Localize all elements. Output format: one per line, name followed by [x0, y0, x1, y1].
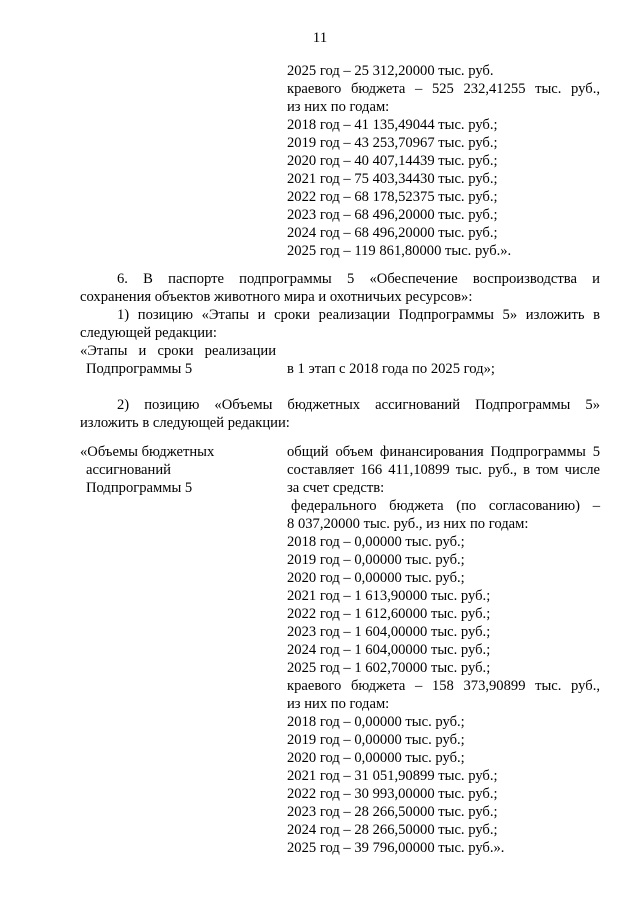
- top-line: 2025 год – 25 312,20000 тыс. руб.: [287, 63, 494, 79]
- budget-value-line: 2019 год – 0,00000 тыс. руб.;: [287, 732, 465, 748]
- budget-value-line: 8 037,20000 тыс. руб., из них по годам:: [287, 516, 529, 532]
- budget-value-line: 2024 год – 28 266,50000 тыс. руб.;: [287, 822, 498, 838]
- top-budget-block: [287, 62, 600, 260]
- stages-value: в 1 этап с 2018 года по 2025 год»;: [287, 361, 495, 377]
- budget-value: [287, 443, 600, 857]
- item1-line2: следующей редакции:: [80, 325, 217, 341]
- item2-line1: 2) позицию «Объемы бюджетных ассигнований Подпрограммы 5»: [117, 397, 600, 413]
- item1-line1: 1) позицию «Этапы и сроки реализации Подпрограммы 5» изложить в: [117, 307, 600, 323]
- budget-label-line: «Объемы бюджетных: [80, 444, 215, 460]
- page-number: 11: [312, 30, 328, 46]
- top-line: 2025 год – 119 861,80000 тыс. руб.».: [287, 243, 512, 259]
- budget-label-line: Подпрограммы 5: [86, 480, 193, 496]
- budget-value-line: 2018 год – 0,00000 тыс. руб.;: [287, 534, 465, 550]
- stages-label-line1: «Этапы и сроки реализации: [80, 343, 276, 359]
- budget-value-line: 2023 год – 28 266,50000 тыс. руб.;: [287, 804, 498, 820]
- top-line: 2023 год – 68 496,20000 тыс. руб.;: [287, 207, 498, 223]
- budget-value-line: 2020 год – 0,00000 тыс. руб.;: [287, 570, 465, 586]
- budget-value-line: 2023 год – 1 604,00000 тыс. руб.;: [287, 624, 491, 640]
- top-line: 2021 год – 75 403,34430 тыс. руб.;: [287, 171, 498, 187]
- top-line: 2018 год – 41 135,49044 тыс. руб.;: [287, 117, 498, 133]
- budget-value-line: составляет 166 411,10899 тыс. руб., в том числе: [287, 462, 600, 478]
- budget-value-line: за счет средств:: [287, 480, 385, 496]
- budget-value-line: 2025 год – 1 602,70000 тыс. руб.;: [287, 660, 491, 676]
- top-line: из них по годам:: [287, 99, 390, 115]
- budget-value-line: краевого бюджета – 158 373,90899 тыс. руб.,: [287, 678, 600, 694]
- top-line: 2022 год – 68 178,52375 тыс. руб.;: [287, 189, 498, 205]
- section6-heading-line2: сохранения объектов животного мира и охотничьих ресурсов»:: [80, 289, 473, 305]
- top-line: краевого бюджета – 525 232,41255 тыс. руб.,: [287, 81, 600, 97]
- section6-heading-line1: 6. В паспорте подпрограммы 5 «Обеспечение воспроизводства и: [117, 271, 600, 287]
- budget-value-line: 2022 год – 30 993,00000 тыс. руб.;: [287, 786, 498, 802]
- stages-label-line2: Подпрограммы 5: [86, 361, 193, 377]
- top-line: 2020 год – 40 407,14439 тыс. руб.;: [287, 153, 498, 169]
- budget-value-line: общий объем финансирования Подпрограммы 5: [287, 444, 600, 460]
- budget-value-line: 2021 год – 31 051,90899 тыс. руб.;: [287, 768, 498, 784]
- budget-value-line: из них по годам:: [287, 696, 390, 712]
- budget-value-line: 2019 год – 0,00000 тыс. руб.;: [287, 552, 465, 568]
- budget-value-line: 2022 год – 1 612,60000 тыс. руб.;: [287, 606, 491, 622]
- budget-value-line: 2024 год – 1 604,00000 тыс. руб.;: [287, 642, 491, 658]
- item2-line2: изложить в следующей редакции:: [80, 415, 290, 431]
- budget-value-line: 2018 год – 0,00000 тыс. руб.;: [287, 714, 465, 730]
- top-line: 2019 год – 43 253,70967 тыс. руб.;: [287, 135, 498, 151]
- budget-label: [80, 443, 280, 497]
- top-line: 2024 год – 68 496,20000 тыс. руб.;: [287, 225, 498, 241]
- budget-value-line: 2020 год – 0,00000 тыс. руб.;: [287, 750, 465, 766]
- budget-value-line: 2025 год – 39 796,00000 тыс. руб.».: [287, 840, 505, 856]
- budget-value-line: федерального бюджета (по согласованию) –: [291, 498, 600, 514]
- budget-value-line: 2021 год – 1 613,90000 тыс. руб.;: [287, 588, 491, 604]
- budget-label-line: ассигнований: [86, 462, 171, 478]
